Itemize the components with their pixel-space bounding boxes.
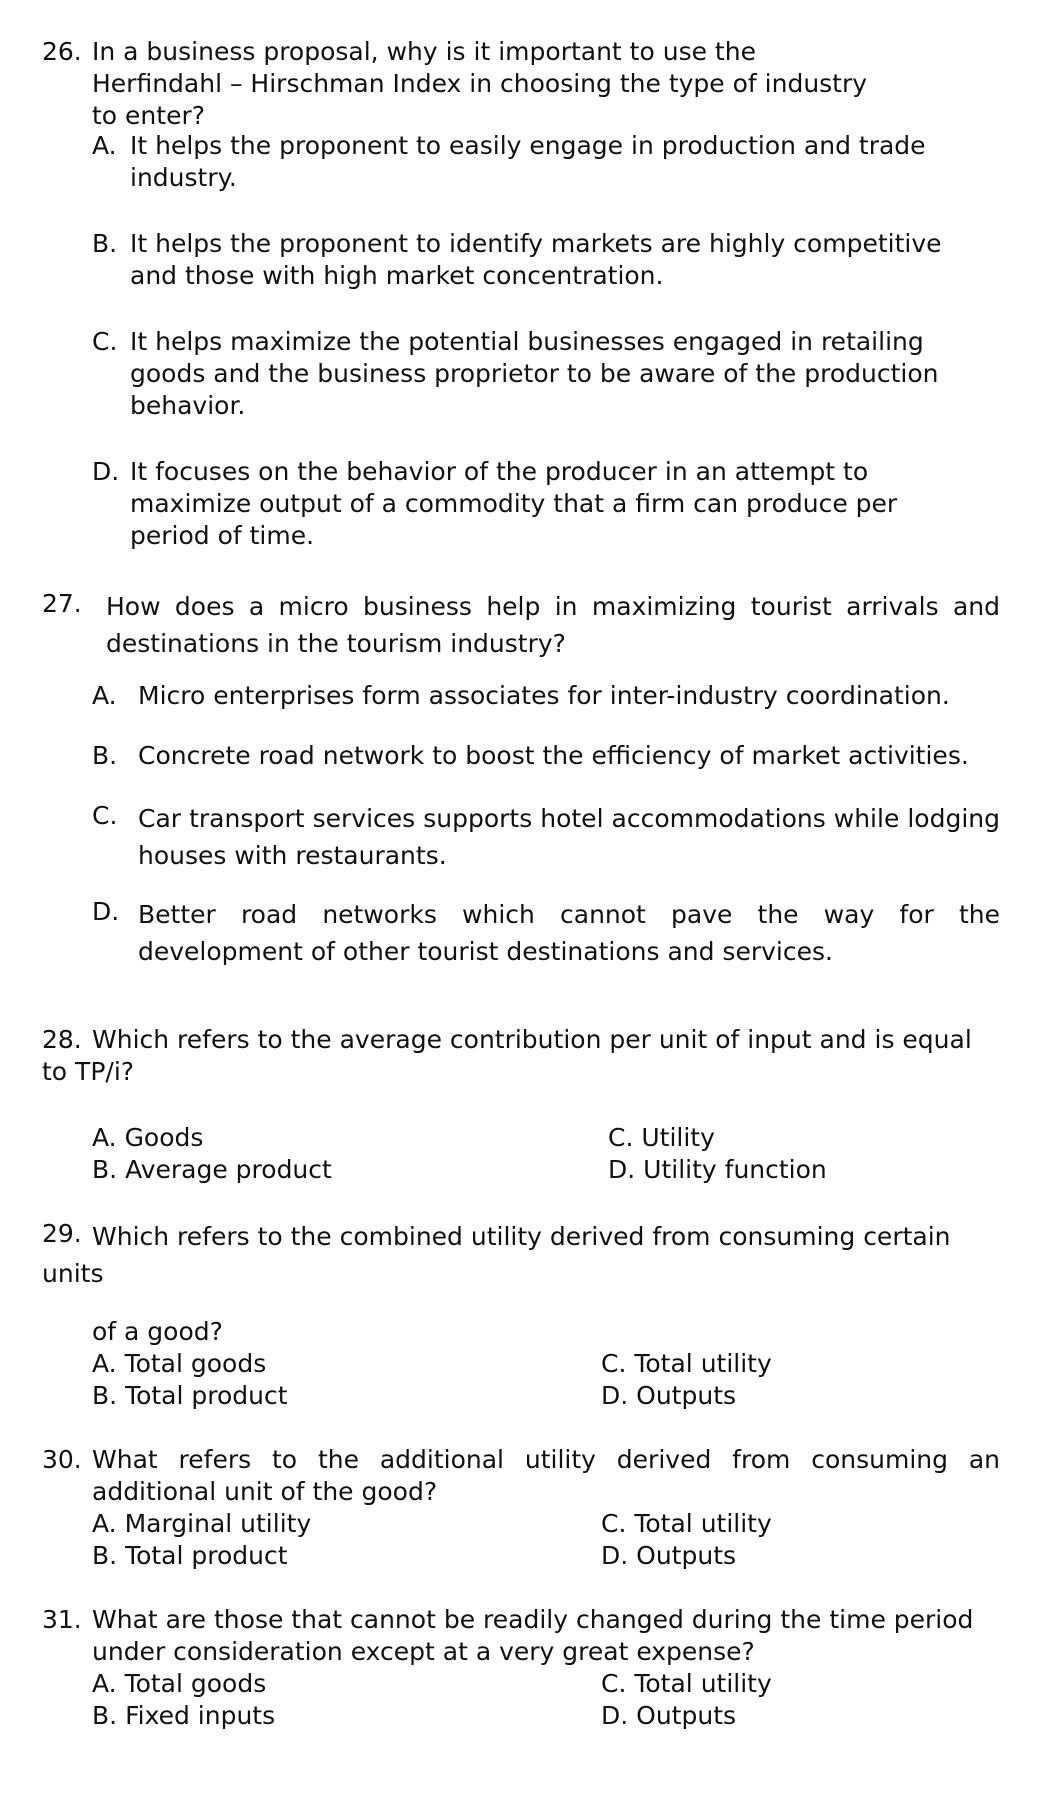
option-text [92,1700,275,1732]
option-d [92,456,962,552]
option-text [92,1508,311,1540]
question-27 [42,588,1000,662]
option-value: Total product [125,1541,288,1570]
option-label: D. [601,1381,629,1410]
question-number: 29. [42,1219,82,1248]
option-label: C. [608,1123,634,1152]
option-label: C. [601,1669,627,1698]
option-label: D. [608,1155,636,1184]
option-b [92,228,962,292]
option-text [608,1154,827,1186]
option-value: Total utility [634,1669,772,1698]
option-text [92,1668,266,1700]
option-b [92,1540,288,1572]
option-value: Total utility [634,1509,772,1538]
question-28 [42,1024,1000,1088]
option-text: It helps the proponent to identify markets are highly competitive and those with high market concentration. [130,229,942,290]
option-value: Goods [124,1123,204,1152]
option-a [92,680,1000,712]
option-value: Marginal utility [124,1509,312,1538]
option-text: Car transport services supports hotel accommodations while lodging houses with restaurants. [138,804,1000,870]
option-text [92,1122,203,1154]
option-c [608,1122,715,1154]
option-a [92,1348,266,1380]
option-d [601,1700,736,1732]
option-value: Outputs [636,1541,737,1570]
option-c [601,1348,772,1380]
question-31 [42,1604,1000,1668]
option-text [92,1154,332,1186]
option-a [92,1508,311,1540]
question-text: What refers to the additional utility derived from consuming an additional unit of the good? [92,1445,1000,1506]
option-label: B. [92,1155,118,1184]
option-text [601,1700,736,1732]
option-text: Better road networks which cannot pave the way for the development of other tourist destinations and services. [138,900,1000,966]
option-d [608,1154,827,1186]
option-a [92,1122,203,1154]
option-label: C. [92,327,118,356]
option-value: Utility function [643,1155,827,1184]
question-number: 28. [42,1025,82,1054]
option-text [601,1348,772,1380]
question-text: In a business proposal, why is it important to use the Herfindahl – Hirschman Index in choosing the type of industry to enter? [92,37,868,130]
question-number: 30. [42,1445,82,1474]
option-label: C. [601,1509,627,1538]
option-a [92,130,962,194]
option-b [92,740,1000,772]
option-text: Concrete road network to boost the efficiency of market activities. [138,741,969,770]
option-text [608,1122,715,1154]
option-d [601,1540,736,1572]
option-text [601,1668,772,1700]
option-text [92,1540,288,1572]
question-26 [42,36,1000,132]
option-value: Outputs [636,1701,737,1730]
question-text: How does a micro business help in maximizing tourist arrivals and destinations in the tourism industry? [106,592,1000,658]
option-label: A. [92,1349,117,1378]
option-text [601,1540,736,1572]
option-d [601,1380,736,1412]
option-text [601,1508,772,1540]
question-text: Which refers to the average contribution per unit of input and is equal to TP/i? [42,1025,972,1086]
option-label: A. [92,1669,117,1698]
option-value: Outputs [636,1381,737,1410]
option-text: It helps maximize the potential businesses engaged in retailing goods and the business proprietor to be aware of the production behavior. [130,327,939,420]
option-label: C. [92,801,118,830]
option-value: Fixed inputs [125,1701,276,1730]
option-value: Average product [125,1155,332,1184]
option-label: D. [601,1541,629,1570]
option-d [92,896,1000,970]
option-label: B. [92,1381,118,1410]
option-text: It helps the proponent to easily engage in production and trade industry. [130,131,926,192]
question-number: 26. [42,37,82,66]
option-text [92,1348,266,1380]
option-label: D. [92,897,120,926]
option-label: A. [92,131,117,160]
option-label: A. [92,1509,117,1538]
option-label: D. [601,1701,629,1730]
option-b [92,1380,288,1412]
question-29 [42,1218,1000,1292]
option-label: C. [601,1349,627,1378]
question-text: Which refers to the combined utility derived from consuming certain units [42,1222,951,1288]
option-c [601,1668,772,1700]
option-c [601,1508,772,1540]
question-text-continued [92,1316,223,1348]
option-label: B. [92,1701,118,1730]
option-text [92,1380,288,1412]
option-text: Micro enterprises form associates for inter-industry coordination. [138,681,950,710]
option-text: It focuses on the behavior of the producer in an attempt to maximize output of a commodity that a firm can produce per period of time. [130,457,898,550]
option-c [92,800,1000,874]
option-b [92,1700,275,1732]
option-value: Utility [641,1123,715,1152]
option-label: A. [92,1123,117,1152]
option-a [92,1668,266,1700]
option-label: D. [92,457,120,486]
option-value: Total utility [634,1349,772,1378]
option-value: Total product [125,1381,288,1410]
question-text-cont: of a good? [92,1317,223,1346]
question-number: 27. [42,589,82,618]
option-c [92,326,962,422]
question-number: 31. [42,1605,82,1634]
option-label: B. [92,1541,118,1570]
option-value: Total goods [124,1669,267,1698]
option-value: Total goods [124,1349,267,1378]
option-label: B. [92,741,118,770]
option-text [601,1380,736,1412]
question-30 [42,1444,1000,1508]
option-label: A. [92,681,117,710]
option-label: B. [92,229,118,258]
question-text: What are those that cannot be readily changed during the time period under consideration except at a very great expense? [92,1605,974,1666]
option-b [92,1154,332,1186]
